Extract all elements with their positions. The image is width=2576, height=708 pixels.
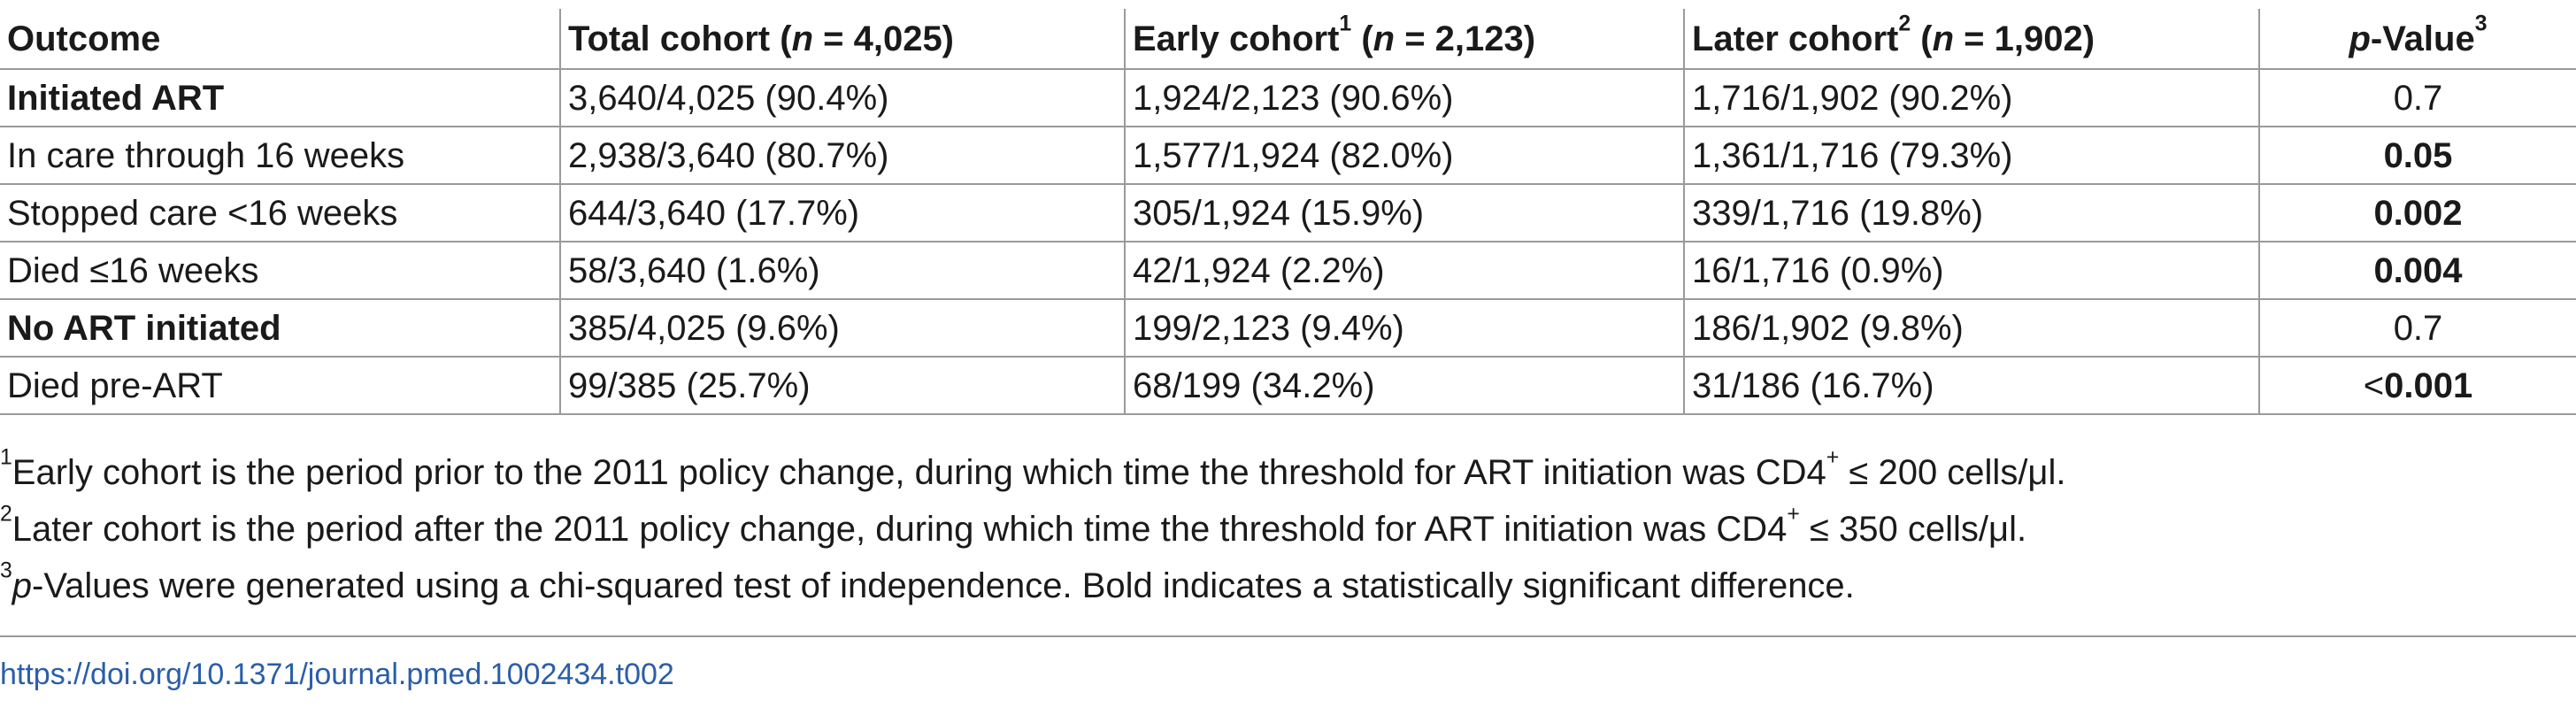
row-later: 339/1,716 (19.8%) xyxy=(1684,184,2259,242)
header-later-footnote-mark: 2 xyxy=(1898,12,1911,36)
header-later-count: = 1,902) xyxy=(1954,19,2095,58)
row-early: 305/1,924 (15.9%) xyxy=(1125,184,1684,242)
header-early-label: Early cohort xyxy=(1133,19,1340,58)
row-early: 1,924/2,123 (90.6%) xyxy=(1125,69,1684,127)
row-total: 99/385 (25.7%) xyxy=(560,357,1125,414)
footnote-3-p-italic: p xyxy=(12,566,33,605)
row-early: 1,577/1,924 (82.0%) xyxy=(1125,127,1684,184)
header-p-footnote-mark: 3 xyxy=(2474,12,2488,36)
doi-link[interactable]: https://doi.org/10.1371/journal.pmed.1002434.t002 xyxy=(0,658,674,691)
footnote-2-mark: 2 xyxy=(0,502,12,527)
header-total-cohort xyxy=(560,9,1125,69)
table-footnotes xyxy=(0,445,2576,621)
table-header-row xyxy=(0,9,2576,69)
row-early: 68/199 (34.2%) xyxy=(1125,357,1684,414)
footnote-3-text: -Values were generated using a chi-squared test of independence. Bold indicates a statistically significant difference. xyxy=(32,566,1855,605)
row-later: 16/1,716 (0.9%) xyxy=(1684,242,2259,299)
header-later-n: n xyxy=(1932,19,1955,58)
row-outcome: Died pre-ART xyxy=(0,357,560,414)
table-row xyxy=(0,69,2576,127)
header-total-label: Total cohort ( xyxy=(568,19,792,58)
outcomes-table xyxy=(0,9,2576,415)
footnote-2-threshold: ≤ 350 cells/μl. xyxy=(1799,510,2027,549)
footnote-1-plus: + xyxy=(1826,445,1840,470)
row-total: 3,640/4,025 (90.4%) xyxy=(560,69,1125,127)
row-total: 2,938/3,640 (80.7%) xyxy=(560,127,1125,184)
header-total-count: = 4,025) xyxy=(813,19,955,58)
p-value-number: 0.001 xyxy=(2384,366,2473,405)
row-total: 58/3,640 (1.6%) xyxy=(560,242,1125,299)
header-later-paren: ( xyxy=(1911,19,1933,58)
header-p-label: -Value xyxy=(2370,19,2475,58)
footnote-1 xyxy=(0,445,2576,508)
header-later-label: Later cohort xyxy=(1692,19,1899,58)
row-later: 1,716/1,902 (90.2%) xyxy=(1684,69,2259,127)
header-early-paren: ( xyxy=(1351,19,1373,58)
footnote-2-plus: + xyxy=(1787,502,1800,527)
row-p-value: 0.7 xyxy=(2259,299,2576,357)
footnote-1-threshold: ≤ 200 cells/μl. xyxy=(1839,453,2066,492)
row-early: 42/1,924 (2.2%) xyxy=(1125,242,1684,299)
header-early-n: n xyxy=(1373,19,1396,58)
table-row xyxy=(0,242,2576,299)
row-later: 31/186 (16.7%) xyxy=(1684,357,2259,414)
row-p-value: 0.05 xyxy=(2259,127,2576,184)
header-outcome: Outcome xyxy=(0,9,560,69)
row-outcome: In care through 16 weeks xyxy=(0,127,560,184)
row-p-value: 0.002 xyxy=(2259,184,2576,242)
table-row xyxy=(0,299,2576,357)
row-p-value: 0.004 xyxy=(2259,242,2576,299)
row-total: 644/3,640 (17.7%) xyxy=(560,184,1125,242)
row-outcome: Stopped care <16 weeks xyxy=(0,184,560,242)
row-p-value: 0.7 xyxy=(2259,69,2576,127)
header-p-value xyxy=(2259,9,2576,69)
footnote-3-mark: 3 xyxy=(0,558,12,583)
header-total-n: n xyxy=(791,19,813,58)
footnote-2 xyxy=(0,502,2576,565)
p-value-less-than: < xyxy=(2363,366,2385,405)
header-later-cohort xyxy=(1684,9,2259,69)
footnote-3 xyxy=(0,558,2576,621)
header-early-footnote-mark: 1 xyxy=(1339,12,1352,36)
header-early-cohort xyxy=(1125,9,1684,69)
footnote-1-mark: 1 xyxy=(0,445,12,470)
row-later: 186/1,902 (9.8%) xyxy=(1684,299,2259,357)
row-outcome: Died ≤16 weeks xyxy=(0,242,560,299)
row-outcome: Initiated ART xyxy=(0,69,560,127)
footnote-2-text: Later cohort is the period after the 2011 policy change, during which time the threshold for ART initiation was CD4 xyxy=(12,510,1788,549)
footnote-1-text: Early cohort is the period prior to the 2011 policy change, during which time the threshold for ART initiation was CD4 xyxy=(12,453,1826,492)
row-outcome: No ART initiated xyxy=(0,299,560,357)
row-total: 385/4,025 (9.6%) xyxy=(560,299,1125,357)
row-early: 199/2,123 (9.4%) xyxy=(1125,299,1684,357)
header-early-count: = 2,123) xyxy=(1395,19,1536,58)
table-row xyxy=(0,127,2576,184)
table-row xyxy=(0,184,2576,242)
row-p-value xyxy=(2259,357,2576,414)
row-later: 1,361/1,716 (79.3%) xyxy=(1684,127,2259,184)
footnote-divider xyxy=(0,635,2576,637)
table-row xyxy=(0,357,2576,414)
header-p-italic: p xyxy=(2349,19,2371,58)
